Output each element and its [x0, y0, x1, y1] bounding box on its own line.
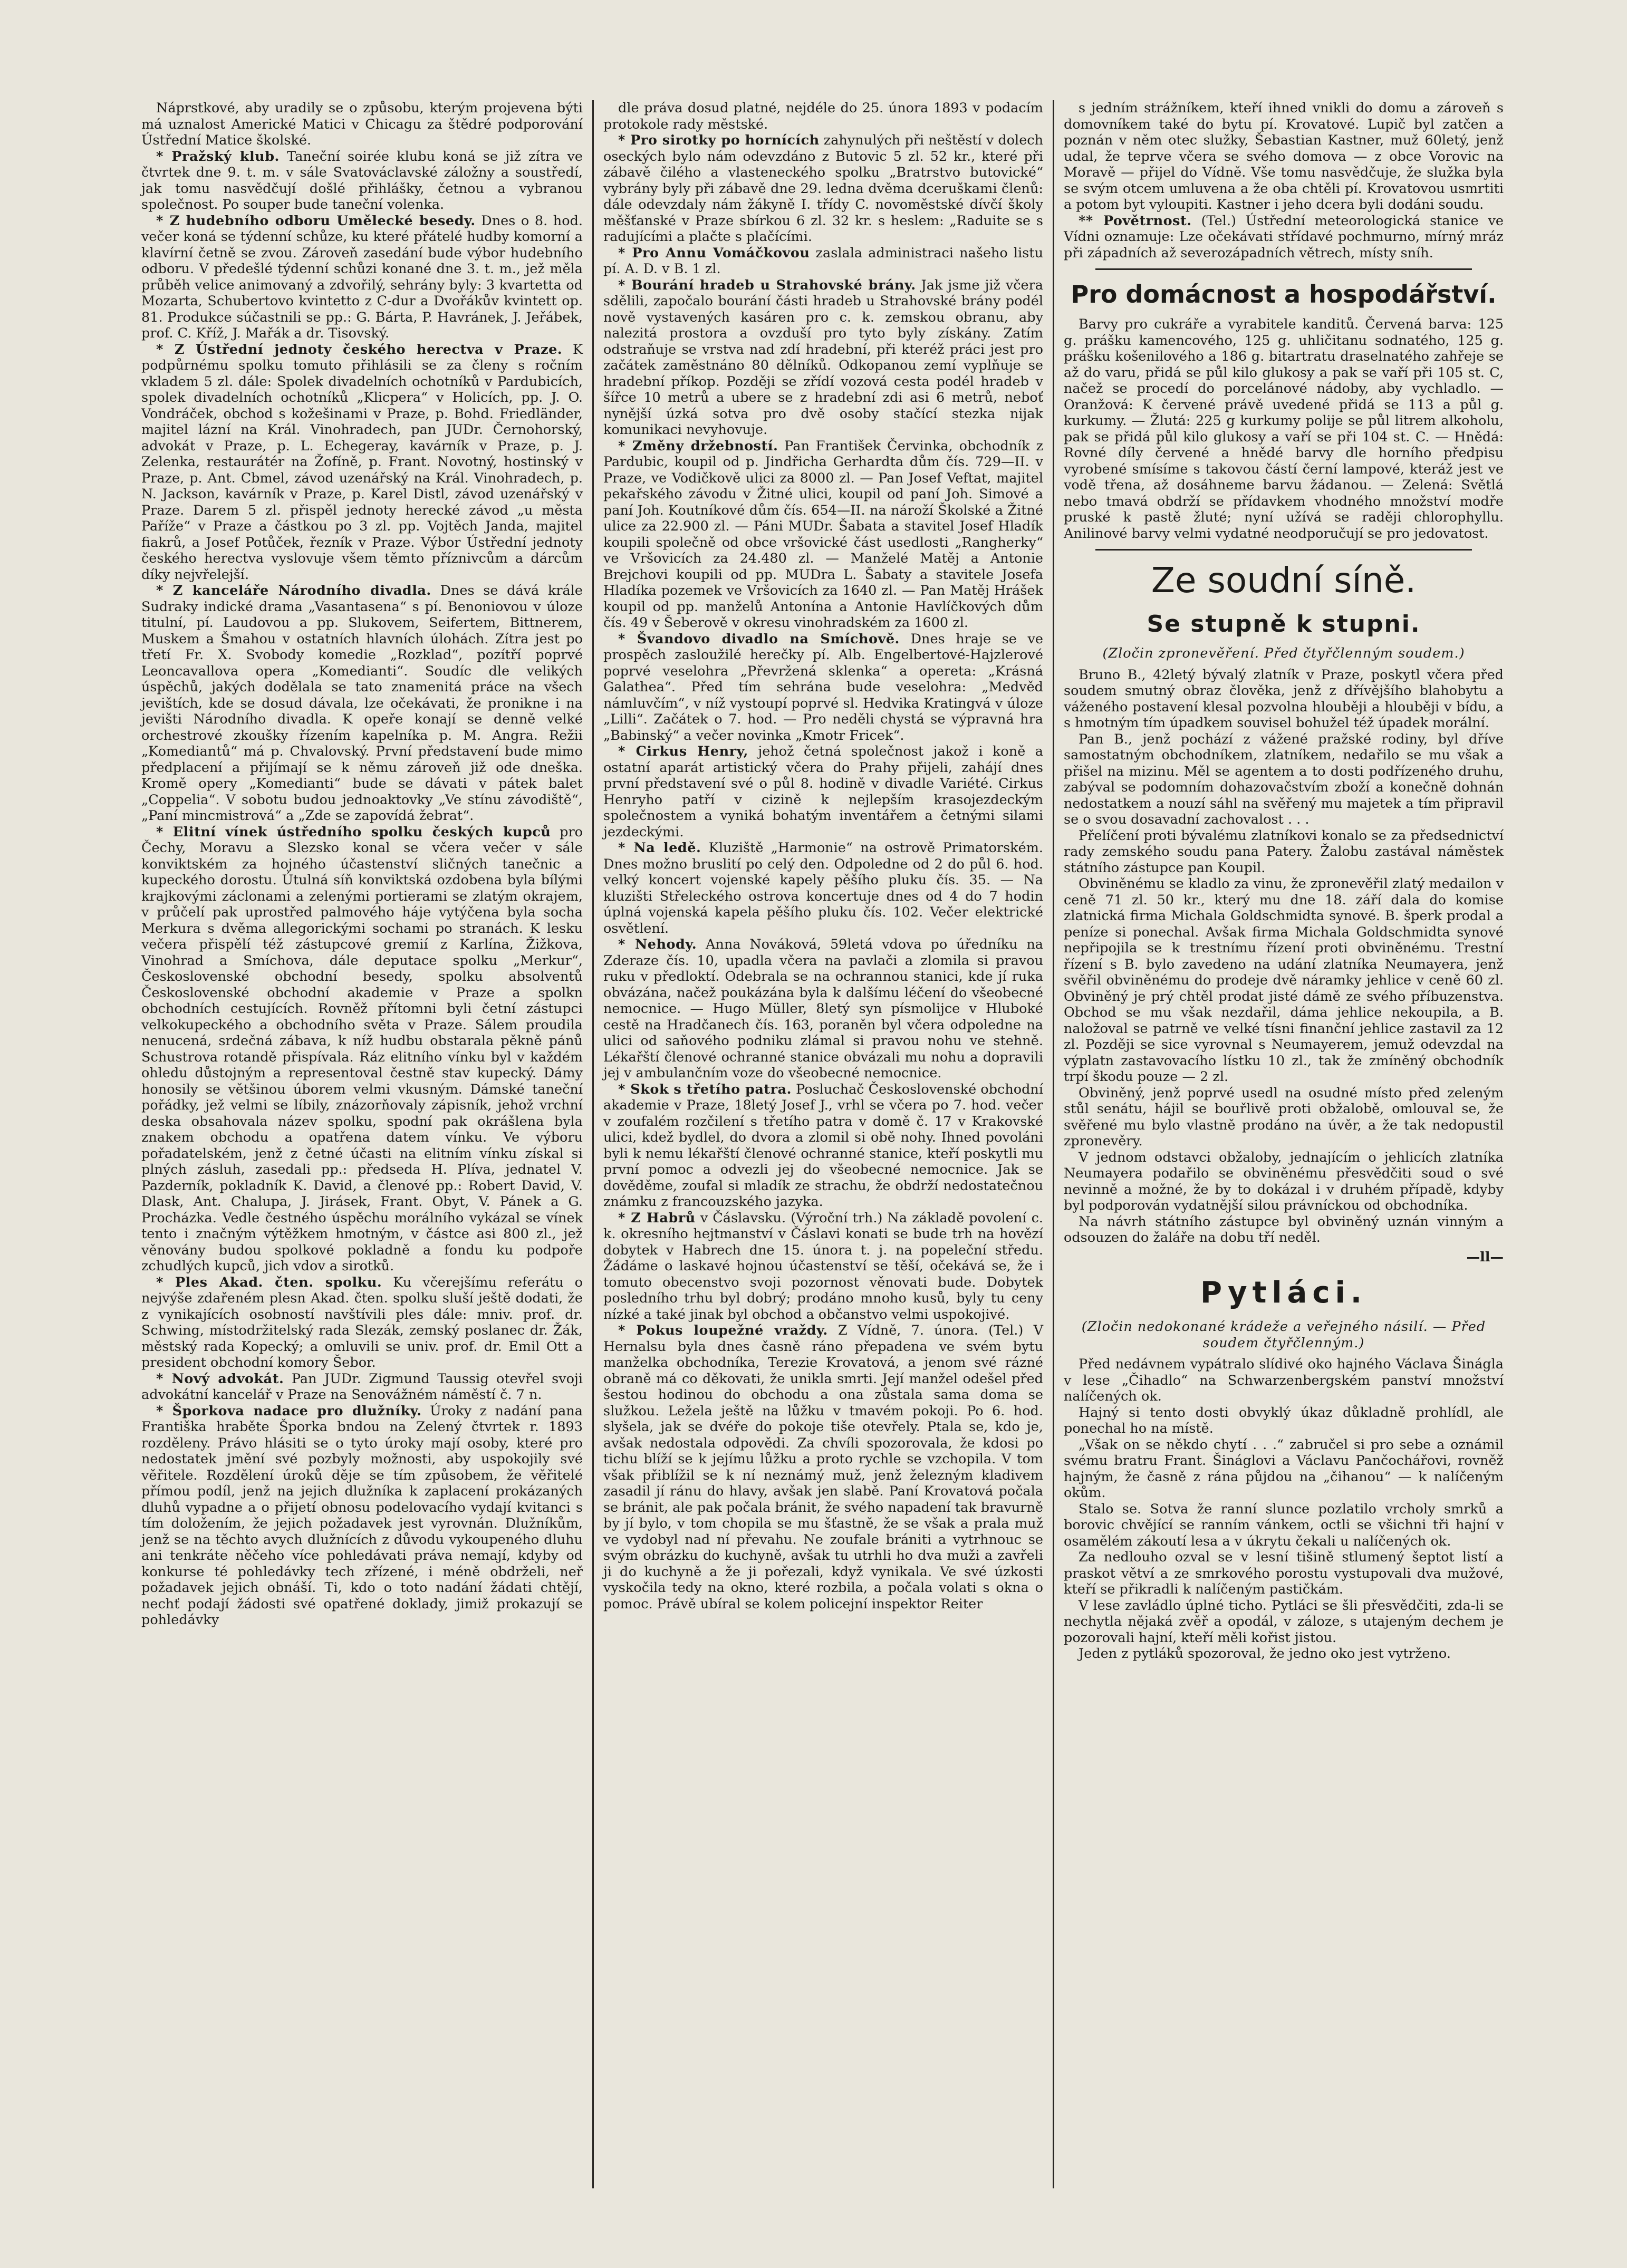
article: [141, 583, 583, 824]
article-heading: * Skok s třetího patra.: [618, 1081, 792, 1097]
article-text: Barvy pro cukráře a vyrabitele kanditů. Červená barva: 125 g. prášku kamencového, 125 g. uhličitanu sodnatého, 125 g. prášku košenilového a 186 g. bitartratu draselnatého zahřeje se až do varu, přidá se půl kilo glukosy a pak se vaří při 105 st. C, načež se procedí do porcelánové nádoby, aby vychladlo. — Oranžová: K červené právě uvedené přidá se 113 a půl g. kurkumy. — Žlutá: 225 g kurkumy polije se půl litrem alkoholu, pak se přidá půl kilo glukosy a vaří se při 104 st. C. — Hnědá: Rovné díly červené a hnědé barvy dle horního předpisu vyrobené smísíme s takovou částí černí lampové, kteráž jest ve vodě třena, až dosáhneme barvu žádanou. — Zelená: Světlá nebo tmavá obdrží se přídavkem vhodného množství modře pruské k pastě žluté; nyní užívá se raději chlorophyllu. Anilinové barvy velmi vydatné neodporučují se pro jedovatost.: [1064, 316, 1504, 542]
article-text: Hajný si tento dosti obvyklý úkaz důkladně prohlídl, ale ponechal ho na místě.: [1064, 1404, 1504, 1436]
article-text: Stalo se. Sotva že ranní slunce pozlatilo vrcholy smrků a borovic chvějící se ranním vánkem, octli se všichni tři hajní v osamělém zákoutí lesa a v úkrytu čekali u nalíčených ok.: [1064, 1501, 1504, 1549]
article: [141, 1371, 583, 1403]
court-case-note: (Zločin nedokonané krádeže a veřejného násilí. — Před soudem čtyřčlenným.): [1081, 1319, 1486, 1351]
court-case-title: Se stupně k stupni.: [1147, 611, 1421, 638]
article-text: Posluchač Československé obchodní akademie v Praze, 18letý Josef J., vrhl se včera po 7. hod. večer v zoufalém rozčilení s třetího patra v domě č. 17 v Krakovské ulici, kdež bydlel, do dvora a zlomil si obě nohy. Ihned povoláni byli k nemu lékařští členové ochranné stanice, kteří poskytli mu první pomoc a odvezli jej do všeobecné nemocnice. Jak se dověděme, zoufal si mladík ze strachu, že obdrží nedostatečnou známku z francouzského jazyka.: [603, 1081, 1044, 1210]
article-heading: * Elitní vínek ústředního spolku českých kupců: [156, 824, 551, 840]
article-text: Obviněnému se kladlo za vinu, že zpronevěřil zlatý medailon v ceně 71 zl. 50 kr., který mu dne 18. září dala do komise zlatnická firma Michala Goldschmidta synové. B. šperk prodal a peníze si ponechal. Avšak firma Michala Goldschmidta synové nepřipojila se k trestnímu řízení proti obviněnému. Trestní řízení s B. bylo zavedeno na udání zlatníka Neumayera, jenž svěřil obviněnému do prodeje dvě náramky jehlice v ceně 60 zl. Obviněný je prý chtěl prodat jisté dámě ze svého příbuzenstva. Obchod se mu však nezdařil, dáma jehlice nekoupila, a B. naložoval se patrně ve velké tísni finanční jehlice zastavil za 12 zl. Později se sice vyrovnal s Neumayerem, jemuž odevzdal na výplatn zastavovacího lístku 10 zl., tak že zmíněný obchodník trpí škodu pouze — 2 zl.: [1064, 876, 1504, 1085]
article-text: Anna Nováková, 59letá vdova po úředníku na Zderaze čís. 10, upadla včera na pavlači a zlomila si pravou ruku v předloktí. Odebrala se na ochrannou stanici, kde jí ruka obvázána, načež poukázána byla k dalšímu léčení do všeobecné nemocnice. — Hugo Müller, 8letý syn písmolijce v Hluboké cestě na Hradčanech čís. 163, poraněn byl včera odpoledne na ulici od saňového podniku zlámal si pravou nohu ve stehně. Lékařští členové ochranné stanice obvázali mu nohu a dopravili jej v ambulančním voze do všeobecné nemocnice.: [603, 937, 1043, 1081]
article: [1064, 213, 1504, 262]
article-heading: * Pražský klub.: [156, 148, 280, 165]
article-heading: * Bourání hradeb u Strahovské brány.: [618, 277, 916, 293]
article-text: Kluziště „Harmonie“ na ostrově Primatorském. Dnes možno bruslití po celý den. Odpoledne od 2 do půl 6. hod. velký koncert vojenské kapely pěšího pluku čís. 35. — Na kluzišti Střeleckého ostrova koncertuje dnes od 4 do 7 hodin úplná vojenská kapela pěšího pluku čís. 102. Večer elektrické osvětlení.: [603, 840, 1044, 937]
article: [603, 132, 1043, 245]
article-text: dle práva dosud platné, nejdéle do 25. února 1893 v podacím protokole rady městské.: [603, 100, 1043, 132]
article-heading: * Z hudebního odboru Umělecké besedy.: [156, 213, 476, 229]
article-heading: * Nehody.: [618, 937, 697, 952]
article-text: Dnes o 8. hod. večer koná se týdenní schůze, ku které přátelé hudby komorní a klavírní četně se zvou. Zároveň zasedání bude výbor hudebního odboru. V předešlé týdenní schůzi konané dne 3. t. m., jež měla průběh velice animovaný a zdvořilý, sehrány byly: 3 kvartetta od Mozarta, Schubertovo kvintetto z C-dur a Dvořákův kvintett op. 81. Produkce súčastnili se pp.: G. Bárta, P. Havránek, J. Jeřábek, prof. C. Kříž, J. Mařák a dr. Tisovský.: [141, 213, 583, 341]
article-heading: * Změny držebností.: [618, 438, 778, 454]
article-heading: * Ples Akad. čten. spolku.: [156, 1274, 382, 1290]
article-text: v Čáslavsku. (Výroční trh.) Na základě povolení c. k. okresního hejtmanství v Čáslavi konati se bude trh na hovězí dobytek v Habrech dne 15. února t. j. na popeleční středu. Žádáme o laskavé hojnou účastenství se těší, očekává se, že i tomuto obecenstvo svoji pozornost věnovati bude. Dobytek posledního trhu byl dobrý; prodáno mnoho kusů, byly tu ceny nízké a také jinak byl obchod a občanstvo velmi uspokojivé.: [603, 1210, 1044, 1323]
divider: [1095, 549, 1472, 551]
article: [141, 1403, 583, 1628]
author-signature: —ll—: [1466, 1249, 1504, 1265]
column-3: [1053, 100, 1513, 2188]
article-heading: * Z kanceláře Národního divadla.: [156, 583, 431, 599]
article-text: Dnes se dává krále Sudraky indické drama „Vasantasena“ s pí. Benoniovou v úloze titulní, pí. Laudovou a pp. Slukovem, Seifertem, Bittnerem, Muskem a Šmahou v ostatních hlavních úlohách. Zítra jest po třetí Fr. X. Svobody komedie „Rozklad“, pozítří poprvé Leoncavallova opera „Komedianti“. Soudíc dle velikých úspěchů, jakých dodělala se tato znamenitá práce na všech jevištích, kde se dosud dávala, lze očekávati, že pronikne i na jevišti Národního divadla. K opeře konají se denně velké orchestrové zkoušky řízením kapelníka p. M. Angra. Režii „Komediantů“ má p. Chvalovský. První představení bude mimo předplacení a přijímají se k němu zároveň již ode dneška. Kromě opery „Komedianti“ bude se dávati v pátek balet „Coppelia“. V sobotu budou jednoaktovky „Ve stínu závodiště“, „Paní mincmistrová“ a „Zde se zapovídá žebrat“.: [141, 583, 583, 824]
divider: [1095, 268, 1472, 270]
article: [603, 631, 1043, 744]
article: [603, 937, 1043, 1082]
article-heading: * Nový advokát.: [156, 1371, 284, 1387]
article-text: Pan B., jenž pochází z vážené pražské rodiny, byl dříve samostatným obchodníkem, zlatníkem, nedařilo se mu však a přišel na mizinu. Měl se agentem a to dosti podřízeného druhu, zabýval se podomním dohazovačstvím zboží a konečně dohnán nedostatkem a nouzí sáhl na svěřený mu majetek a tím připravil se o svou dosavadní zachovalost . . .: [1064, 731, 1504, 827]
article-text: Obviněný, jenž poprvé usedl na osudné místo před zeleným stůl senátu, hájil se bouřlivě proti obžalobě, omlouval se, že svěřené mu bylo vlastně prodáno na úvěr, a že tak nedopustil zpronevěry.: [1064, 1085, 1504, 1149]
article: [141, 824, 583, 1275]
article: [603, 438, 1043, 631]
article-text: s jedním strážníkem, kteří ihned vnikli do domu a zároveň s domovníkem také do bytu pí. Krovatové. Lupič byl zatčen a poznán v něm otec služky, Šebastian Kastner, muž 60letý, jenž udal, že teprve včera se svého domova — z obce Vorovic na Moravě — přijel do Vídně. Vše tomu nasvědčuje, že služka byla se svým otcem umluvena a že oba chtěli pí. Krovatovou usmrtiti a potom byt vyloupiti. Kastner i jeho dcera byli dodáni soudu.: [1064, 100, 1504, 213]
article-text: Dnes hraje se ve prospěch zasloužilé herečky pí. Alb. Engelbertové-Hajzlerové poprvé veselohra „Převržená sklenka“ a opereta: „Krásná Galathea“. Před tím sehrána bude veselohra: „Medvěd námluvčím“, v níž vystoupí poprvé sl. Hedvika Kratingvá v úloze „Lilli“. Začátek o 7. hod. — Pro neděli chystá se výpravná hra „Babinský“ a večer novinka „Kmotr Fricek“.: [603, 631, 1044, 744]
article-text: Jak jsme již včera sdělili, započalo bourání části hradeb u Strahovské brány podél nově vystavených kasáren pro c. k. zemskou obranu, aby nalezitá prostora a ovzduší pro tyto byly získány. Zatím odstraňuje se vrstva nad zdí hradební, při kteréž práci jest pro začátek zaměstnáno 80 dělníků. Odkopanou zemí vyplňuje se hradební příkop. Později se zřídí vozová cesta podél hradeb v šířce 10 metrů a ubere se z hradební zdi asi 6 metrů, neboť nynější úzká sotva pro dvě osoby stačící stezka nijak komunikaci nevyhovuje.: [603, 277, 1043, 438]
article: [141, 342, 583, 583]
article-text: Pan JUDr. Zigmund Taussig otevřel svoji advokátní kancelář v Praze na Senovážném náměstí č. 7 n.: [141, 1371, 583, 1403]
article-text: Z Vídně, 7. února. (Tel.) V Hernalsu byla dnes časně ráno přepadena ve svém bytu manželka obchodníka, Terezie Krovatová, a jenom své rázné obraně má co děkovati, že unikla smrti. Její manžel odešel před šestou hodinou do obchodu a ona zůstala sama doma se služkou. Ležela ještě na lůžku v tmavém pokoji. Po 6. hod. slyšela, jak se dvéře do pokoje tiše otevřely. Ptala se, kdo je, avšak nedostala odpovědi. Za chvíli spozorovala, že kdosi po tichu blíží se k jejímu lůžku a proto rychle se vzchopila. V tom však přiblížil se k ní neznámý muž, jenž železným kladivem zasadil jí ránu do hlavy, avšak jen slabě. Paní Krovatová počala se bránit, ale pak počala bránit, že svého napadení tak bravurně by jí bylo, v tom chopila se mu šťastně, že se však a prala muž ve vydobyl nad ní převahu. Ne zoufale brániti a vytrhnouc se svým obrázku do kuchyně, avšak tu utrhli ho dva muži a zavřeli ji do kuchyně a že ji pořezali, když vynikala. Ve své úzkosti vyskočila tedy na okno, které rozbila, a počala volati s okna o pomoc. Právě ubíral se kolem policejní inspektor Reiter: [603, 1323, 1043, 1612]
article-text: Úroky z nadání pana Františka hraběte Šporka bndou na Zelený čtvrtek r. 1893 rozděleny. Právo hlásiti se o tyto úroky mají osoby, které pro nedostatek jmění své pozbyly možnosti, aby uspokojily své věřitele. Rozdělení úroků děje se tím způsobem, že věřitelé přímou podíl, jenž na jejich dlužníka k zaplacení prokázaných dluhů vypadne a o přijetí obnosu podelovacího vydají kvitanci s tím doložením, že jejich požadavek jest vyrovnán. Dlužníkům, jenž se na těchto avych dlužnících z důvodu vykoupeného dluhu ani tenkráte něčeho více pohledávati práva nemají, kdyby od konkurse té pohledávky tech zřízené, i méně obdrželi, neř požadavek jejich obnáší. Ti, kdo o toto nadání žádati chtějí, nechť podají žádosti své opatřené doklady, jimiž prokazují se pohledávky: [141, 1403, 583, 1628]
newspaper-page: [132, 100, 1514, 2188]
article-text: Náprstkové, aby uradily se o způsobu, kterým projevena býti má uznalost Americké Matici v Chicagu za štědré podporování Ústřední Matice školské.: [141, 100, 583, 148]
article-text: „Však on se někdo chytí . . .“ zabručel si pro sebe a oznámil svému bratru Frant. Šináglovi a Václavu Pančochářovi, rovněž hajným, že časně z rána půjdou na „čihanou“ — k nalíčeným okům.: [1064, 1436, 1504, 1501]
article-text: Taneční soirée klubu koná se již zítra ve čtvrtek dne 9. t. m. v sále Svatováclavské záložny a soustředí, jak tomu nasvědčují došlé přihlášky, četnou a vybranou společnost. Po souper bude taneční volenka.: [141, 148, 583, 213]
article-heading: * Švandovo divadlo na Smíchově.: [618, 631, 900, 647]
court-case-note: (Zločin zpronevěření. Před čtyřčlenným soudem.): [1102, 645, 1465, 661]
court-case-title: Pytláci.: [1200, 1276, 1367, 1310]
article-text: pro Čechy, Moravu a Slezsko konal se včera večer v sále konviktském za hojného účastenství sličných tanečnic a kupeckého dorostu. Útulná síň konviktská ozdobena byla bílými krajkovými záclonami a zelenými portierami se zlatým okrajem, v průčelí pak uprostřed palmového háje vytýčena byla socha Merkura s dvěma allegorickými sochami po stranách. K lesku večera přispělí též zástupcové gremií z Karlína, Žižkova, Vinohrad a Smíchova, dále deputace spolku „Merkur“, Československé obchodní besedy, spolku absolventů Československé obchodní akademie v Praze a spolkn obchodních cestujících. Rovněž přítomni byli četní zástupci velkokupeckého a obchodního světa v Praze. Sálem proudila nenucená, srdečná zábava, k níž hudbu obstarala pěkně pánů Schustrova rotandě přispívala. Ráz elitního vínku byl v každém ohledu důstojným a representoval čestně stav kupecký. Dámy honosily se většinou úborem velmi vkusným. Dámské taneční pořádky, jež velmi se líbily, znázorňovaly zápisník, jehož vrchní deska obsahovala název spolku, spodní pak okrášlena byla znakem obchodu a opatřena datem vínku. Ve výboru pořadatelském, jenž z četné účasti na elitním vínku získal si plných zásluh, zasedali pp.: předseda H. Plíva, jednatel V. Pazderník, pokladník K. David, a členové pp.: Robert David, V. Dlask, Ant. Chalupa, J. Jirásek, Frant. Obyt, V. Pánek a G. Procházka. Vedle čestného úspěchu morálního vykázal se vínek tento i značným výtěžkem hmotným, v částce asi 800 zl., jež věnovány budou spolkové pokladně a fondu ku podpoře zchudlých kupců, jich vdov a sirotků.: [141, 824, 583, 1274]
article: [603, 245, 1043, 277]
column-1: [132, 100, 592, 2188]
article-heading: * Šporkova nadace pro dlužníky.: [156, 1403, 422, 1419]
article-heading: ** Povětrnost.: [1079, 213, 1192, 229]
article: [141, 1275, 583, 1371]
article-text: Na návrh státního zástupce byl obviněný uznán vinným a odsouzen do žaláře na dobu tří neděl.: [1064, 1213, 1504, 1246]
article: [141, 149, 583, 213]
article-text: V lese zavládlo úplné ticho. Pytláci se šli přesvědčiti, zda-li se nechytla nějaká zvěř a opodál, v záloze, s utajeným dechem je pozorovali hajní, kteří měli kořist jistou.: [1064, 1597, 1504, 1646]
article-text: zaslala administraci našeho listu pí. A. D. v B. 1 zl.: [603, 245, 1044, 277]
article: [603, 1210, 1043, 1323]
article-text: K podpůrnému spolku tomuto přihlásili se za členy s ročním vkladem 5 zl. dále: Spolek divadelních ochotníků v Pardubicích, spolek divadelních ochotníků „Klicpera“ v Holicích, pp. J. O. Vondráček, obchod s kožešinami v Praze, p. Bohd. Friedländer, majitel lázní na Král. Vinohradech, pan JUDr. Černohorský, advokát v Praze, p. L. Echegeray, kavárník v Praze, p. J. Zelenka, restaurátér na Žofíně, p. Frant. Novotný, hostinský v Praze, p. Ant. Cbmel, závod uzenářský na Král. Vinohradech, p. N. Jackson, kavárník v Praze, p. Karel Distl, závod uzenářský v Praze. Darem 5 zl. přispěl jednoty herecké závod „u města Paříže“ v Praze a částkou po 3 zl. pp. Vojtěch Janda, majitel fiakrů, a Josef Potůček, řezník v Praze. Výbor Ústřední jednoty českého herectva vyslovuje všem těmto příznivcům a dárcům díky nejvřelejší.: [141, 341, 583, 583]
article-heading: * Z Habrů: [618, 1210, 696, 1226]
article: [603, 1082, 1043, 1210]
article-text: Pan František Červinka, obchodník z Pardubic, koupil od p. Jindřicha Gerhardta dům čís. 729—II. v Praze, ve Vodičkově ulici za 8000 zl. — Pan Josef Veftat, majitel pekařského závodu v Žitné ulici, koupil od paní Joh. Simové a paní Joh. Koutníkové dům čís. 654—II. na nároží Školské a Žitné ulice za 22.900 zl. — Páni MUDr. Šabata a stavitel Josef Hladík koupili společně od obce vršovické část usedlosti „Rangherky“ ve Vršovicích za 24.480 zl. — Manželé Matěj a Antonie Brejchovi koupili od pp. MUDra L. Šabaty a stavitele Josefa Hladíka pozemek ve Vršovicích za 1640 zl. — Pan Matěj Hrášek koupil od pp. manželů Antonína a Antonie Havlíčkových dům čís. 49 v Šeberově v okresu vinohradském za 1600 zl.: [603, 438, 1043, 631]
article-text: Bruno B., 42letý bývalý zlatník v Praze, poskytl včera před soudem smutný obraz člověka, jenž z dřívějšího blahobytu a váženého postavení klesal pozvolna hlouběji a hlouběji v bídu, a s hmotným tím úpadkem souvisel bohužel též úpadek morální.: [1064, 667, 1504, 731]
article: [141, 213, 583, 342]
article-text: Ku včerejšímu referátu o nejvýše zdařeném plesn Akad. čten. spolku sluší ještě dodati, že z vynikajících osobností navštívili ples dále: mniv. prof. dr. Schwing, místodržitelský rada Slezák, zemský poslanec dr. Žák, městský rada Kopecký; a omluvili se univ. prof. dr. Emil Ott a president obchodní komory Šebor.: [141, 1274, 583, 1371]
article: [603, 277, 1043, 438]
section-title-household: Pro domácnost a hospodářství.: [1071, 280, 1497, 308]
article-heading: * Na ledě.: [618, 840, 701, 856]
article: [603, 744, 1043, 840]
column-2: [592, 100, 1053, 2188]
article-text: Před nedávnem vypátralo slídivé oko hajného Václava Šináglа v lese „Čihadlo“ na Schwarzenbergském panství množství nalíčených ok.: [1064, 1356, 1504, 1404]
article-heading: * Pro sirotky po hornících: [618, 132, 820, 148]
article-heading: * Pro Annu Vomáčkovou: [618, 245, 810, 261]
article-text: V jednom odstavci obžaloby, jednajícím o jehlicích zlatníka Neumayera podařilo se obviněnému přesvědčiti soud o své nevinně a možné, že by to dokázal i v druhém případě, kdyby byl podporován vydatnější silou právníckou od obchodníka.: [1064, 1149, 1504, 1213]
article-text: Za nedlouho ozval se v lesní tišině stlumený šeptot listí a praskot větví a ze smrkového porostu vystupovali dva mužové, kteří se přikradli k nalíčeným pastičkám.: [1064, 1549, 1504, 1597]
article-heading: * Z Ústřední jednoty českého herectva v Praze.: [156, 341, 563, 358]
section-title-court: Ze soudní síně.: [1151, 560, 1417, 601]
article-heading: * Pokus loupežné vraždy.: [618, 1323, 828, 1338]
article-text: Přelíčení proti bývalému zlatníkovi konalo se za předsednictví rady zemského soudu pana Patery. Žalobu zastával náměstek státního zástupce pan Koupil.: [1064, 827, 1504, 876]
article-text: jehož četná společnost jakož i koně a ostatní aparát artistický včera do Prahy přijeli, zahájí dnes první představení své o půl 8. hodině v divadle Variété. Cirkus Henryho patří v cizině k nejlepším krasojezdeckým společnostem a vyniká bohatým inventářem a četnými silami jezdeckými.: [603, 744, 1043, 840]
article: [603, 1323, 1043, 1612]
article-text: Jeden z pytláků spozoroval, že jedno oko jest vytrženo.: [1079, 1646, 1451, 1662]
article-text: (Tel.) Ústřední meteorologická stanice ve Vídni oznamuje: Lze očekávati střídavé pochmurno, mírný mráz při západních až severozápadních větrech, místy sníh.: [1064, 213, 1504, 261]
article-text: zahynulých při neštěstí v dolech oseckých bylo nám odevzdáno z Butovic 5 zl. 52 kr., které při zábavě čilého a vlasteneckého spolku „Bratrstvo butovické“ vybrány byly při zábavě dne 29. ledna dvěma dceruškami členů: dále odevzdaly nám žákyně I. třídy C. novoměstské dívčí školy měšťanské v Praze sbírkou 6 zl. 32 kr. s heslem: „Raduite se s radujícími a plačte s plačícími.: [603, 132, 1044, 245]
article-heading: * Cirkus Henry,: [618, 744, 748, 759]
article: [603, 840, 1043, 937]
